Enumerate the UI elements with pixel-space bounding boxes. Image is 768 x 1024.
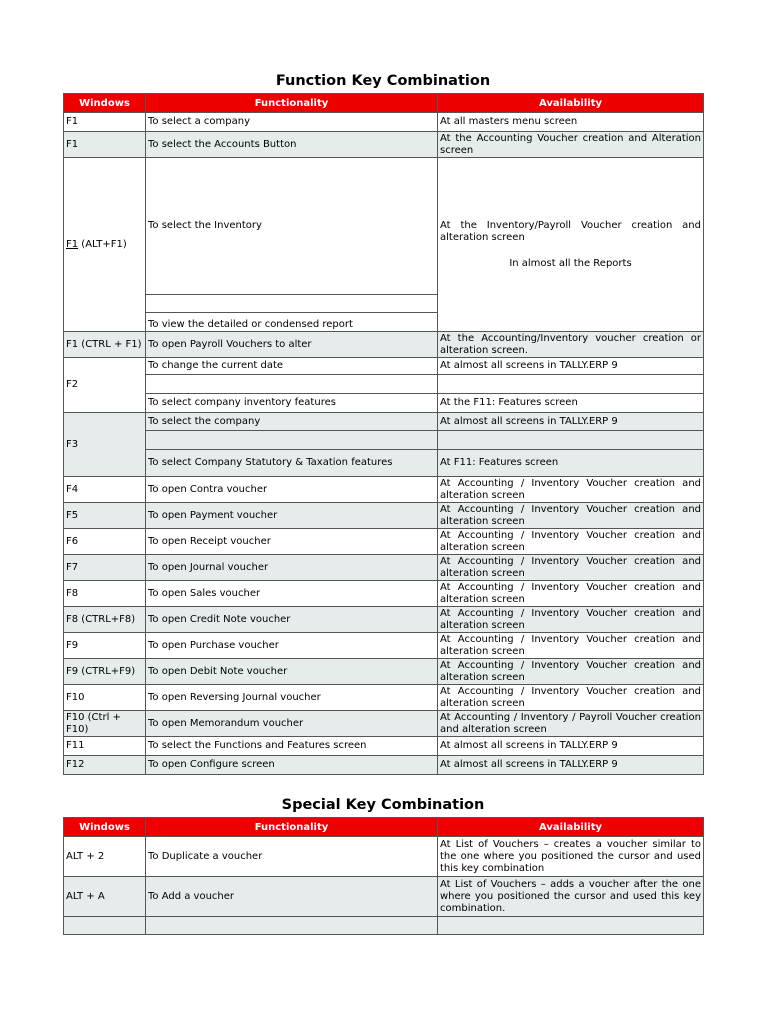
table-row — [64, 394, 704, 413]
table-row — [64, 756, 704, 775]
table-row — [64, 581, 704, 607]
functionality-cell: To select the company — [146, 413, 438, 431]
windows-cell: F8 (CTRL+F8) — [64, 607, 146, 633]
availability-cell: At Accounting / Inventory Voucher creation and alteration screen — [438, 581, 704, 607]
windows-cell: F6 — [64, 529, 146, 555]
windows-key-underlined: F1 — [66, 238, 79, 250]
table-row — [64, 555, 704, 581]
windows-cell: F10 — [64, 685, 146, 711]
functionality-blank-cell — [146, 431, 438, 450]
table-row — [64, 132, 704, 158]
availability-cell: At Accounting / Inventory Voucher creation and alteration screen — [438, 633, 704, 659]
table-row — [64, 737, 704, 756]
windows-cell: F10 (Ctrl + F10) — [64, 711, 146, 737]
availability-cell: At Accounting / Inventory / Payroll Voucher creation and alteration screen — [438, 711, 704, 737]
windows-cell: ALT + A — [64, 877, 146, 917]
functionality-cell: To open Credit Note voucher — [146, 607, 438, 633]
functionality-cell: To select the Inventory — [146, 158, 438, 295]
availability-cell: At Accounting / Inventory Voucher creation and alteration screen — [438, 477, 704, 503]
availability-cell: At List of Vouchers – adds a voucher after the one where you positioned the cursor and used this key combination. — [438, 877, 704, 917]
functionality-cell: To open Contra voucher — [146, 477, 438, 503]
windows-cell: F8 — [64, 581, 146, 607]
functionality-cell — [146, 917, 438, 935]
windows-cell: F4 — [64, 477, 146, 503]
availability-cell: At almost all screens in TALLY.ERP 9 — [438, 358, 704, 375]
functionality-cell: To open Payroll Vouchers to alter — [146, 332, 438, 358]
availability-cell: At all masters menu screen — [438, 113, 704, 132]
functionality-cell: To Add a voucher — [146, 877, 438, 917]
table-row — [64, 877, 704, 917]
header-windows: Windows — [64, 818, 146, 837]
windows-cell: F1 — [64, 132, 146, 158]
functionality-cell: To select the Functions and Features screen — [146, 737, 438, 756]
windows-cell: F2 — [64, 358, 146, 413]
table-row — [64, 607, 704, 633]
special-key-table — [63, 817, 704, 935]
availability-cell: At F11: Features screen — [438, 450, 704, 477]
windows-cell: F1 — [64, 113, 146, 132]
table-row — [64, 477, 704, 503]
windows-cell: F3 — [64, 413, 146, 477]
functionality-cell: To open Receipt voucher — [146, 529, 438, 555]
windows-cell: F11 — [64, 737, 146, 756]
table-row — [64, 711, 704, 737]
windows-cell: F12 — [64, 756, 146, 775]
availability-text: At the Inventory/Payroll Voucher creation and alteration screen — [440, 219, 701, 243]
table-row — [64, 431, 704, 450]
table-row — [64, 158, 704, 295]
availability-cell: At Accounting / Inventory Voucher creation and alteration screen — [438, 607, 704, 633]
functionality-cell: To select the Accounts Button — [146, 132, 438, 158]
function-key-table — [63, 93, 704, 775]
availability-cell: At the Accounting/Inventory voucher creation or alteration screen. — [438, 332, 704, 358]
availability-cell: At almost all screens in TALLY.ERP 9 — [438, 413, 704, 431]
availability-cell: At List of Vouchers – creates a voucher similar to the one where you positioned the cursor and used this key combination — [438, 837, 704, 877]
windows-cell: F9 — [64, 633, 146, 659]
header-availability: Availability — [438, 94, 704, 113]
special-key-title: Special Key Combination — [281, 797, 485, 813]
windows-cell: ALT + 2 — [64, 837, 146, 877]
windows-key-rest: (ALT+F1) — [78, 238, 127, 250]
windows-cell: F1 (CTRL + F1) — [64, 332, 146, 358]
availability-cell: At Accounting / Inventory Voucher creation and alteration screen — [438, 555, 704, 581]
table-row — [64, 332, 704, 358]
functionality-cell: To open Reversing Journal voucher — [146, 685, 438, 711]
table-row — [64, 413, 704, 431]
functionality-cell: To select Company Statutory & Taxation features — [146, 450, 438, 477]
header-functionality: Functionality — [146, 818, 438, 837]
availability-cell: At almost all screens in TALLY.ERP 9 — [438, 737, 704, 756]
windows-cell: F5 — [64, 503, 146, 529]
availability-cell: At the F11: Features screen — [438, 394, 704, 413]
header-availability: Availability — [438, 818, 704, 837]
availability-cell: At the Accounting Voucher creation and Alteration screen — [438, 132, 704, 158]
table-row — [64, 917, 704, 935]
functionality-cell: To change the current date — [146, 358, 438, 375]
table-row — [64, 358, 704, 375]
functionality-cell: To open Debit Note voucher — [146, 659, 438, 685]
functionality-cell: To view the detailed or condensed report — [146, 313, 438, 332]
table-header-row — [64, 94, 704, 113]
availability-blank-cell — [438, 431, 704, 450]
availability-cell: At Accounting / Inventory Voucher creation and alteration screen — [438, 659, 704, 685]
table-row — [64, 450, 704, 477]
table-row — [64, 633, 704, 659]
windows-cell — [64, 158, 146, 332]
availability-cell: At Accounting / Inventory Voucher creation and alteration screen — [438, 529, 704, 555]
availability-cell — [438, 917, 704, 935]
availability-cell: At Accounting / Inventory Voucher creation and alteration screen — [438, 503, 704, 529]
availability-blank-cell — [438, 375, 704, 394]
table-row — [64, 529, 704, 555]
functionality-cell: To select a company — [146, 113, 438, 132]
functionality-cell: To select company inventory features — [146, 394, 438, 413]
windows-cell — [64, 917, 146, 935]
table-row — [64, 685, 704, 711]
functionality-cell: To Duplicate a voucher — [146, 837, 438, 877]
availability-extra-text: In almost all the Reports — [509, 257, 632, 269]
functionality-blank-cell — [146, 375, 438, 394]
availability-cell — [438, 158, 704, 332]
availability-cell: At Accounting / Inventory Voucher creation and alteration screen — [438, 685, 704, 711]
table-row — [64, 503, 704, 529]
availability-cell: At almost all screens in TALLY.ERP 9 — [438, 756, 704, 775]
functionality-cell: To open Payment voucher — [146, 503, 438, 529]
table-row — [64, 375, 704, 394]
functionality-cell: To open Purchase voucher — [146, 633, 438, 659]
functionality-cell: To open Journal voucher — [146, 555, 438, 581]
table-row — [64, 837, 704, 877]
function-key-title: Function Key Combination — [275, 73, 491, 89]
table-header-row — [64, 818, 704, 837]
header-functionality: Functionality — [146, 94, 438, 113]
windows-cell: F7 — [64, 555, 146, 581]
functionality-cell: To open Configure screen — [146, 756, 438, 775]
header-windows: Windows — [64, 94, 146, 113]
table-row — [64, 113, 704, 132]
functionality-cell: To open Memorandum voucher — [146, 711, 438, 737]
functionality-blank-cell — [146, 295, 438, 313]
table-row — [64, 659, 704, 685]
windows-cell: F9 (CTRL+F9) — [64, 659, 146, 685]
functionality-cell: To open Sales voucher — [146, 581, 438, 607]
